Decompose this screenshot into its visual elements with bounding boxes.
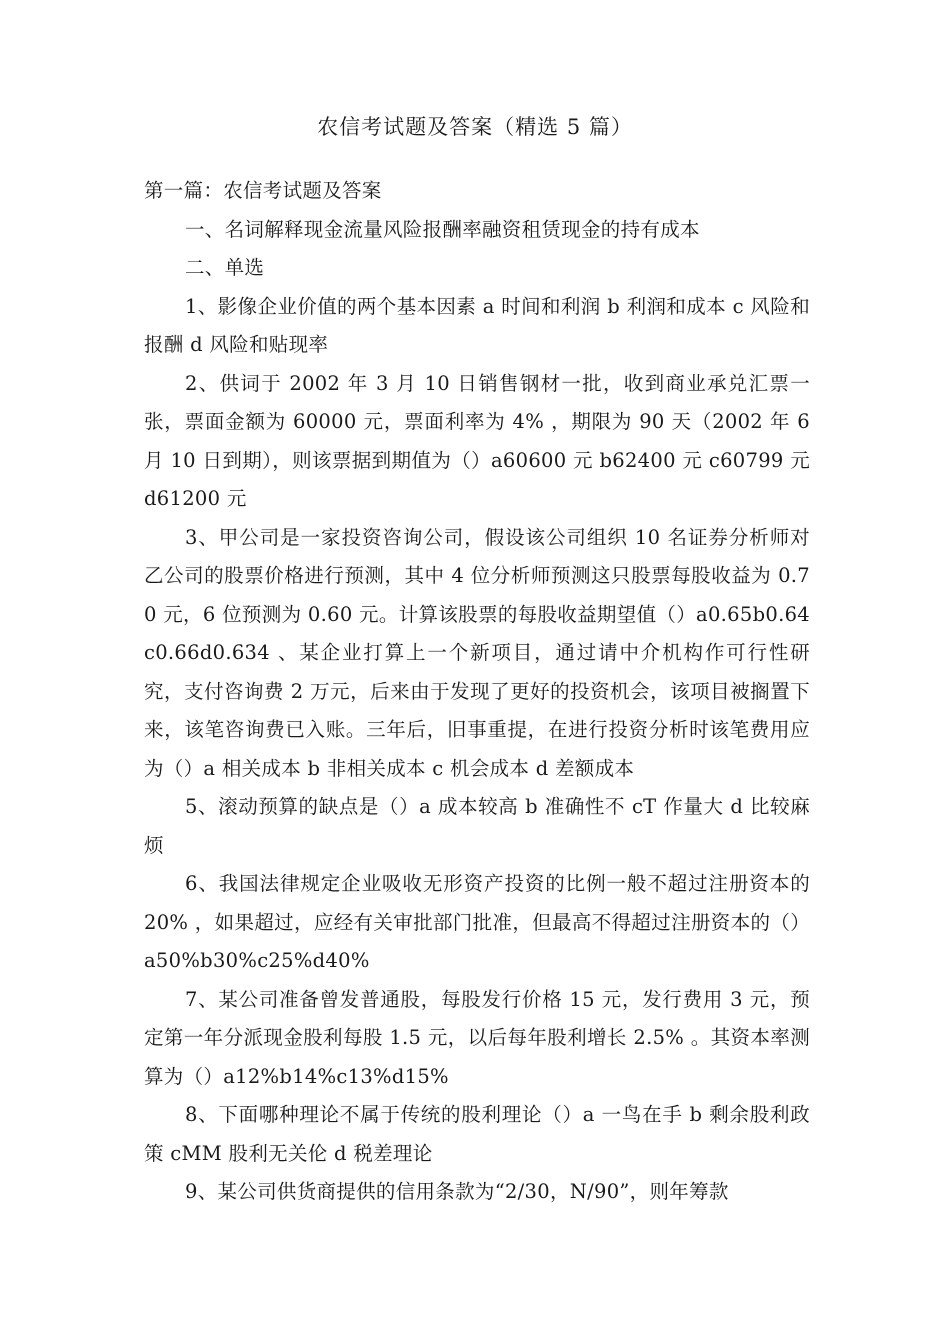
question-1: 1、影像企业价值的两个基本因素 a 时间和利润 b 利润和成本 c 风险和报酬 d 风险和贴现率 bbox=[144, 294, 810, 356]
question-9: 9、某公司供货商提供的信用条款为“2/30，N/90”，则年筹款 bbox=[185, 1180, 729, 1203]
question-7: 7、某公司准备曾发普通股，每股发行价格 15 元，发行费用 3 元，预定第一年分派现金股利每股 1.5 元，以后每年股利增长 2.5% 。其资本率测算为（）a12%b14%c13%d15% bbox=[144, 987, 810, 1088]
document-body bbox=[144, 172, 810, 1212]
question-6: 6、我国法律规定企业吸收无形资产投资的比例一般不超过注册资本的 20% ，如果超过，应经有关审批部门批准，但最高不得超过注册资本的（）a50%b30%c25%d40% bbox=[144, 872, 810, 972]
paragraph-term-definitions: 一、名词解释现金流量风险报酬率融资租赁现金的持有成本 bbox=[185, 217, 700, 241]
document-title: 农信考试题及答案（精选 5 篇） bbox=[317, 115, 633, 139]
question-3: 3、甲公司是一家投资咨询公司，假设该公司组织 10 名证券分析师对乙公司的股票价格进行预测，其中 4 位分析师预测这只股票每股收益为 0.70 元，6 位预测为 0.60 元。计算该股票的每股收益期望值（）a0.65b0.64c0.66d0.634 、某企业打算上一个新项目，通过请中介机构作可行性研究，支付咨询费 2 万元，后来由于发现了更好的投资机会，该项目被搁置下来，该笔咨询费已入账。三年后，旧事重提，在进行投资分析时该笔费用应为（）a 相关成本 b 非相关成本 c 机会成本 d 差额成本 bbox=[144, 525, 810, 780]
paragraph-single-choice-heading: 二、单选 bbox=[185, 256, 265, 279]
question-2: 2、供词于 2002 年 3 月 10 日销售钢材一批，收到商业承兑汇票一张，票面金额为 60000 元，票面利率为 4% ，期限为 90 天（2002 年 6 月 10 日到期），则该票据到期值为（）a60600 元 b62400 元 c60799 元 d61200 元 bbox=[144, 371, 810, 510]
question-5: 5、滚动预算的缺点是（）a 成本较高 b 准确性不 cT 作量大 d 比较麻烦 bbox=[144, 795, 810, 857]
section-heading: 第一篇：农信考试题及答案 bbox=[144, 179, 382, 202]
question-8: 8、下面哪种理论不属于传统的股利理论（）a 一鸟在手 b 剩余股利政策 cMM 股利无关伦 d 税差理论 bbox=[144, 1103, 810, 1165]
